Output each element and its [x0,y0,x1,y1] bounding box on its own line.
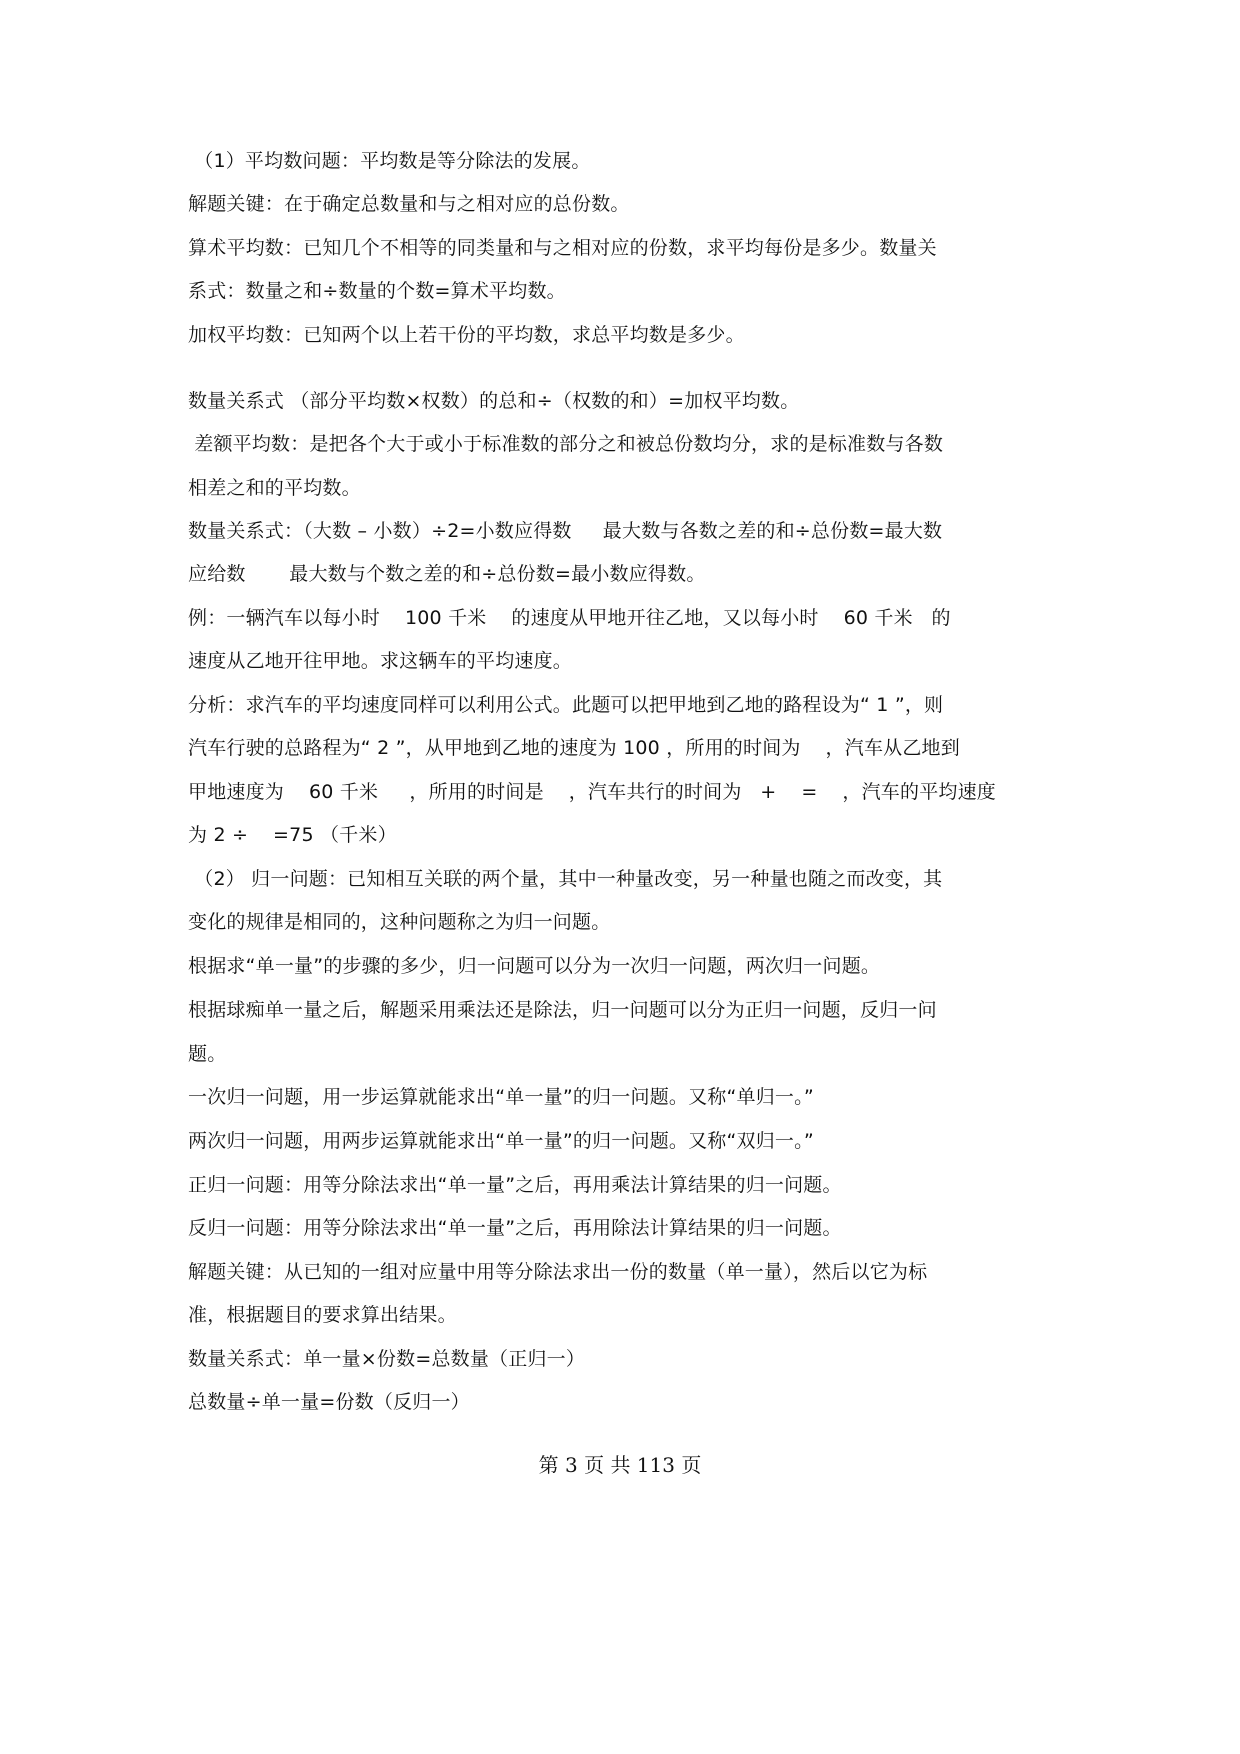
definition-double-unit: 两次归一问题，用两步运算就能求出“单一量”的归一问题。又称“双归一。” [188,1130,814,1152]
formula-difference-mean-cont: 应给数 最大数与个数之差的和÷总份数=最小数应得数。 [188,563,706,585]
definition-single-unit: 一次归一问题，用一步运算就能求出“单一量”的归一问题。又称“单归一。” [188,1086,814,1108]
analysis-paragraph: 分析：求汽车的平均速度同样可以利用公式。此题可以把甲地到乙地的路程设为“ 1 ”，则 [188,694,944,716]
paragraph-key-point-2-cont: 准，根据题目的要求算出结果。 [188,1304,457,1326]
definition-direct-unit: 正归一问题：用等分除法求出“单一量”之后，再用乘法计算结果的归一问题。 [188,1174,842,1196]
formula-direct-unit: 数量关系式：单一量×份数=总数量（正归一） [188,1348,586,1370]
analysis-paragraph-cont-3: 为 2 ÷ =75 （千米） [188,824,397,846]
section-2-heading: （2） 归一问题：已知相互关联的两个量，其中一种量改变，另一种量也随之而改变，其 [188,868,943,890]
paragraph-classification: 根据球痴单一量之后，解题采用乘法还是除法，归一问题可以分为正归一问题，反归一问 [188,999,937,1021]
formula-weighted-mean: 数量关系式 （部分平均数×权数）的总和÷（权数的和）=加权平均数。 [188,390,800,412]
paragraph-weighted-mean: 加权平均数：已知两个以上若干份的平均数，求总平均数是多少。 [188,324,745,346]
paragraph-classification-cont: 题。 [188,1043,227,1065]
analysis-paragraph-cont-1: 汽车行驶的总路程为“ 2 ”，从甲地到乙地的速度为 100 ，所用的时间为 ，汽车从乙地到 [188,737,960,759]
formula-difference-mean: 数量关系式：（大数 – 小数）÷2=小数应得数 最大数与各数之差的和÷总份数=最大数 [188,520,943,542]
section-2-heading-cont: 变化的规律是相同的，这种问题称之为归一问题。 [188,911,611,933]
paragraph-key-point: 解题关键：在于确定总数量和与之相对应的总份数。 [188,193,630,215]
paragraph-steps: 根据求“单一量”的步骤的多少，归一问题可以分为一次归一问题，两次归一问题。 [188,955,881,977]
section-1-heading: （1）平均数问题：平均数是等分除法的发展。 [188,150,591,172]
paragraph-difference-mean-cont: 相差之和的平均数。 [188,477,361,499]
paragraph-arithmetic-mean: 算术平均数：已知几个不相等的同类量和与之相对应的份数，求平均每份是多少。数量关 [188,237,937,259]
paragraph-arithmetic-mean-cont: 系式：数量之和÷数量的个数=算术平均数。 [188,280,566,302]
page-number-footer: 第 3 页 共 113 页 [538,1453,702,1477]
paragraph-difference-mean: 差额平均数：是把各个大于或小于标准数的部分之和被总份数均分，求的是标准数与各数 [188,433,944,455]
analysis-paragraph-cont-2: 甲地速度为 60 千米 ，所用的时间是 ，汽车共行的时间为 + = ，汽车的平均速度 [188,781,997,803]
formula-inverse-unit: 总数量÷单一量=份数（反归一） [188,1391,470,1413]
definition-inverse-unit: 反归一问题：用等分除法求出“单一量”之后，再用除法计算结果的归一问题。 [188,1217,842,1239]
paragraph-key-point-2: 解题关键：从已知的一组对应量中用等分除法求出一份的数量（单一量），然后以它为标 [188,1261,928,1283]
example-problem: 例：一辆汽车以每小时 100 千米 的速度从甲地开往乙地，又以每小时 60 千米 的 [188,607,951,629]
example-problem-cont: 速度从乙地开往甲地。求这辆车的平均速度。 [188,650,573,672]
